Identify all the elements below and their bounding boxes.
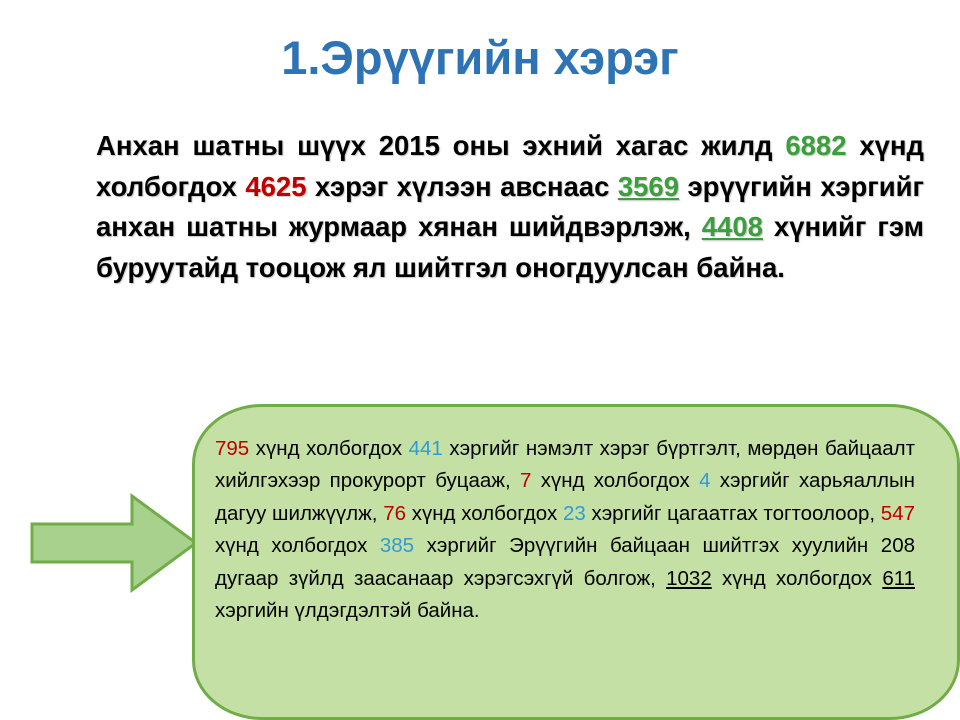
right-arrow-icon — [30, 492, 198, 594]
text-segment: 6882 — [785, 130, 847, 161]
text-segment: хүнд холбогдох — [711, 566, 883, 590]
text-segment: хэргийг нэмэлт хэрэг бүртгэлт, мөрдөн байцаалт хийлгэхээр прокурорт буцааж, — [215, 437, 915, 493]
text-segment: хүнд холбогдох — [531, 469, 700, 493]
text-segment: хүнийг гэм буруутайд тооцож ял шийтгэл оногдуулсан байна. — [96, 211, 924, 284]
text-segment: хэрэг хүлээн авснаас — [306, 170, 618, 202]
callout-text — [215, 433, 915, 627]
text-segment: 23 — [562, 501, 586, 525]
text-segment: 7 — [520, 469, 532, 493]
text-segment: 3569 — [617, 170, 680, 202]
text-segment: хүнд холбогдох — [215, 534, 380, 558]
text-segment: 547 — [880, 501, 915, 525]
text-segment: эрүүгийн хэргийг анхан шатны журмаар хянан шийдвэрлэж, — [96, 170, 924, 243]
text-segment: хүнд холбогдох — [96, 130, 924, 202]
text-segment: хүнд холбогдох — [249, 437, 409, 460]
text-segment: Анхан шатны шүүх 2015 оны эхний хагас жилд — [96, 130, 786, 161]
text-segment: 385 — [379, 534, 415, 558]
text-segment: 4408 — [701, 211, 763, 243]
body-paragraph — [96, 126, 924, 289]
text-segment: 4625 — [245, 170, 307, 202]
text-segment: 76 — [383, 501, 407, 525]
text-segment: хэргийг цагаатгах тогтоолоор, — [585, 501, 881, 525]
text-segment: хүнд холбогдох — [406, 501, 563, 525]
text-segment: 4 — [699, 469, 711, 493]
text-segment: хэргийн үлдэгдэлтэй байна. — [215, 598, 480, 622]
text-segment: хэргийг харьяаллын дагуу шилжүүлж, — [215, 469, 916, 525]
text-segment: 1032 — [666, 566, 712, 590]
text-segment: 795 — [215, 437, 250, 460]
callout-box — [192, 404, 960, 720]
text-segment: 441 — [408, 437, 443, 460]
page-title: 1.Эрүүгийн хэрэг — [281, 31, 679, 84]
text-segment: 611 — [882, 566, 915, 590]
text-segment: хэргийг Эрүүгийн байцаан шийтгэх хуулийн 208 дугаар зүйлд заасанаар хэрэгсэхгүй болгож, — [215, 534, 915, 590]
